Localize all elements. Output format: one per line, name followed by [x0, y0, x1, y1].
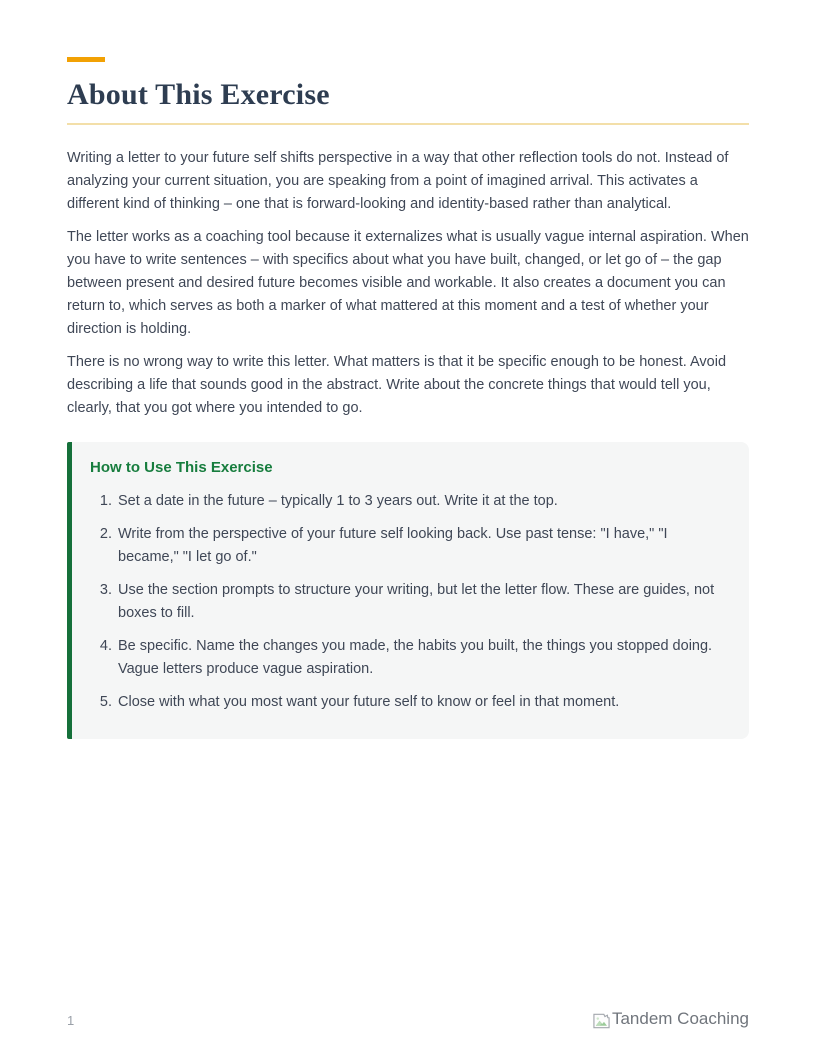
accent-bar: [67, 57, 105, 62]
list-item: 3. Use the section prompts to structure your writing, but let the letter flow. These are guides, not boxes to fill.: [116, 579, 721, 625]
callout-instruction-list: [90, 490, 721, 714]
page-footer: [67, 1009, 749, 1029]
logo-alt-text: Tandem Coaching: [611, 1009, 749, 1028]
how-to-callout: [67, 442, 749, 739]
broken-image-icon: [592, 1011, 612, 1029]
logo: [592, 1009, 749, 1029]
intro-section: [67, 147, 749, 420]
callout-heading: How to Use This Exercise: [90, 459, 273, 476]
list-item: 5. Close with what you most want your future self to know or feel in that moment.: [116, 691, 721, 714]
intro-paragraph: There is no wrong way to write this letter. What matters is that it be specific enough to be honest. Avoid describing a life that sounds good in the abstract. Write about the concrete things that would tell you, clearly, that you got where you intended to go.: [67, 354, 727, 416]
intro-paragraph: Writing a letter to your future self shifts perspective in a way that other reflection tools do not. Instead of analyzing your current situation, you are speaking from a point of imagined arrival. This activates a different kind of thinking – one that is forward-looking and identity-based rather than analytical.: [67, 150, 729, 212]
title-divider: [67, 123, 749, 125]
page-number: 1: [67, 1013, 75, 1028]
list-item: 4. Be specific. Name the changes you made, the habits you built, the things you stopped doing. Vague letters produce vague aspiration.: [116, 635, 721, 681]
list-item: 2. Write from the perspective of your future self looking back. Use past tense: "I have," "I became," "I let go of.": [116, 523, 721, 569]
list-item: 1. Set a date in the future – typically 1 to 3 years out. Write it at the top.: [116, 490, 721, 513]
page-title: About This Exercise: [67, 78, 330, 111]
intro-paragraph: The letter works as a coaching tool because it externalizes what is usually vague internal aspiration. When you have to write sentences – with specifics about what you have built, changed, or let go of – the gap between present and desired future becomes visible and workable. It also creates a document you can return to, which serves as both a marker of what mattered at this moment and a test of whether your direction is holding.: [67, 229, 749, 337]
